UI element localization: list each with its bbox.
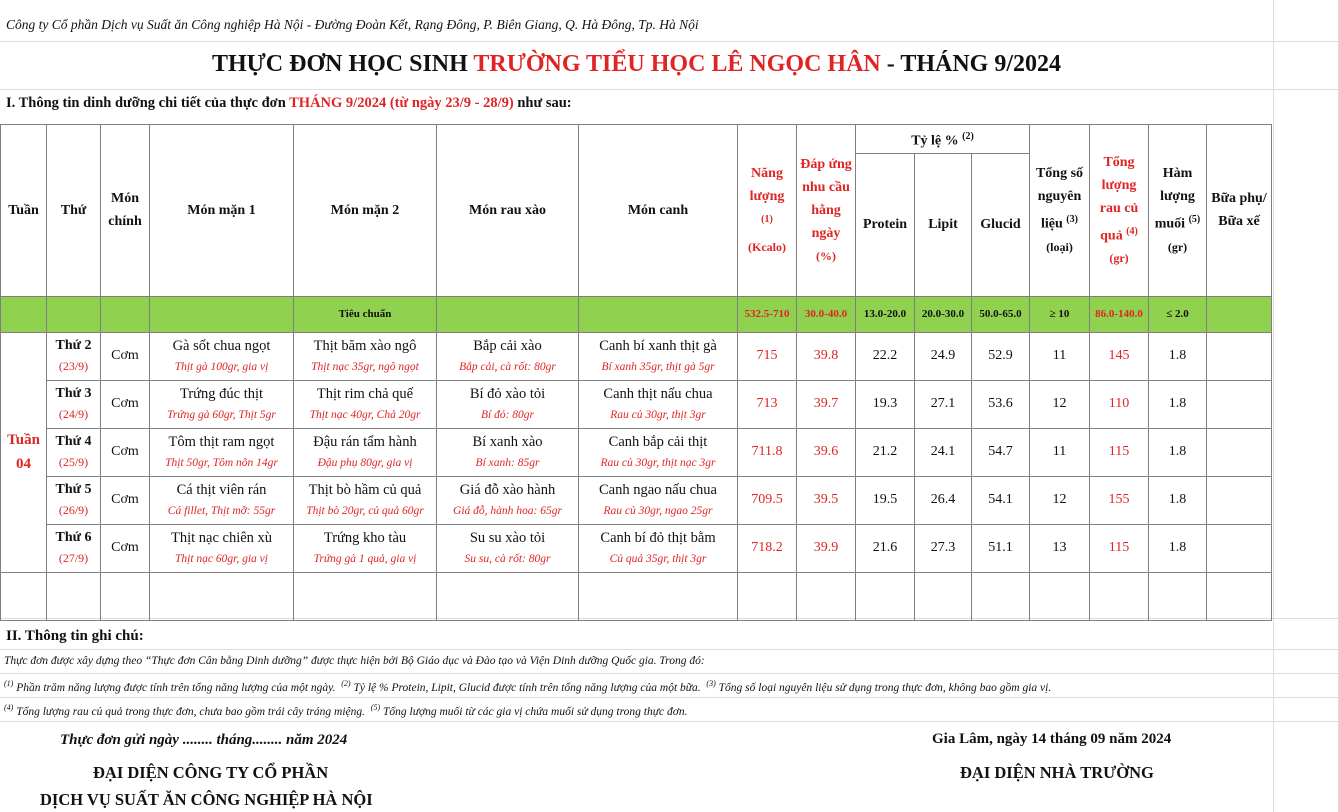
standard-energy: 532.5-710	[738, 296, 797, 332]
savory2-name: Trứng kho tàu	[323, 530, 407, 547]
veg-cell	[437, 524, 579, 572]
company-representative-line-1: ĐẠI DIỆN CÔNG TY CỔ PHẦN	[93, 763, 329, 782]
energy-value: 713	[738, 380, 797, 428]
note-1-mark: (1)	[4, 679, 14, 688]
note-1: Phần trăm năng lượng được tính trên tổng năng lượng của một ngày.	[13, 681, 336, 694]
savory1-name: Gà sốt chua ngọt	[172, 338, 271, 355]
note-5-mark: (5)	[370, 703, 381, 712]
savory1-detail: Cá fillet, Thịt mỡ: 55gr	[167, 505, 276, 518]
day-name: Thứ 6	[55, 530, 92, 546]
header-savory1: Món mặn 1	[150, 125, 294, 297]
grid-line	[0, 697, 1339, 698]
grid-line	[0, 649, 1339, 650]
grid-line	[1273, 0, 1274, 812]
header-energy	[738, 125, 797, 297]
header-snack: Bữa phụ/ Bữa xế	[1207, 125, 1272, 297]
fruit-value: 115	[1090, 428, 1149, 476]
need-value: 39.7	[797, 380, 856, 428]
soup-cell	[579, 428, 738, 476]
protein-value: 19.3	[856, 380, 915, 428]
salt-value: 1.8	[1149, 476, 1207, 524]
main-dish: Cơm	[101, 524, 150, 572]
snack-value	[1207, 332, 1272, 380]
table-row	[1, 380, 1272, 428]
savory2-detail: Thịt nạc 35gr, ngô ngọt	[311, 361, 419, 374]
glucid-value: 51.1	[972, 524, 1030, 572]
header-need	[797, 125, 856, 297]
day-cell	[47, 380, 101, 428]
day-cell	[47, 428, 101, 476]
header-ratio	[856, 125, 1030, 154]
salt-note: (5)	[1188, 214, 1201, 225]
energy-value: 715	[738, 332, 797, 380]
soup-detail: Rau củ 30gr, thịt 3gr	[610, 409, 706, 422]
header-ingredients	[1030, 125, 1090, 297]
soup-cell	[579, 332, 738, 380]
fruit-unit: (gr)	[1109, 251, 1129, 266]
savory1-cell	[150, 476, 294, 524]
ingredients-value: 12	[1030, 380, 1090, 428]
savory2-detail: Đậu phụ 80gr, gia vị	[317, 457, 413, 470]
ingredients-value: 11	[1030, 332, 1090, 380]
note-line-2	[4, 703, 687, 718]
header-week: Tuần	[1, 125, 47, 297]
title-school: TRƯỜNG TIỂU HỌC LÊ NGỌC HÂN	[473, 51, 881, 77]
day-cell	[47, 332, 101, 380]
lipit-value: 24.1	[915, 428, 972, 476]
title-suffix: - THÁNG 9/2024	[880, 51, 1061, 77]
savory1-detail: Thịt nạc 60gr, gia vị	[175, 553, 268, 566]
veg-cell	[437, 332, 579, 380]
note-line-1	[4, 679, 1051, 694]
section1-prefix: I. Thông tin dinh dưỡng chi tiết của thực đơn	[6, 95, 290, 111]
header-day: Thứ	[47, 125, 101, 297]
main-dish: Cơm	[101, 332, 150, 380]
soup-name: Canh ngao nấu chua	[599, 482, 717, 499]
savory1-cell	[150, 524, 294, 572]
energy-value: 711.8	[738, 428, 797, 476]
savory2-name: Thịt bò hầm củ quả	[308, 482, 422, 499]
soup-name: Canh bắp cải thịt	[608, 434, 708, 451]
page-title	[0, 51, 1273, 78]
note-3: Tổng số loại nguyên liệu sử dụng trong thực đơn, không bao gồm gia vị.	[715, 681, 1052, 694]
veg-detail: Giá đỗ, hành hoa: 65gr	[453, 505, 562, 518]
day-name: Thứ 2	[55, 338, 92, 354]
lipit-value: 27.3	[915, 524, 972, 572]
energy-value: 709.5	[738, 476, 797, 524]
table-row-empty	[1, 572, 1272, 620]
savory2-detail: Trứng gà 1 quả, gia vị	[313, 553, 417, 566]
salt-unit: (gr)	[1167, 239, 1188, 254]
standard-salt: ≤ 2.0	[1149, 296, 1207, 332]
soup-cell	[579, 380, 738, 428]
standard-glucid: 50.0-65.0	[972, 296, 1030, 332]
title-prefix: THỰC ĐƠN HỌC SINH	[212, 51, 474, 77]
savory1-name: Cá thịt viên rán	[176, 482, 267, 499]
section-heading-notes: II. Thông tin ghi chú:	[6, 628, 144, 644]
company-address: Công ty Cổ phần Dịch vụ Suất ăn Công nghiệp Hà Nội - Đường Đoàn Kết, Rạng Đông, P. Biên Giang, Q. Hà Đông, Tp. Hà Nội	[6, 17, 699, 32]
savory2-detail: Thịt bò 20gr, củ quả 60gr	[306, 505, 424, 518]
fruit-value: 110	[1090, 380, 1149, 428]
ingredients-value: 12	[1030, 476, 1090, 524]
header-savory2: Món mặn 2	[294, 125, 437, 297]
soup-detail: Bí xanh 35gr, thịt gà 5gr	[601, 361, 715, 374]
savory2-cell	[294, 476, 437, 524]
standard-row	[1, 296, 1272, 332]
salt-value: 1.8	[1149, 524, 1207, 572]
grid-line	[0, 89, 1339, 90]
fruit-value: 145	[1090, 332, 1149, 380]
standard-fruit: 86.0-140.0	[1090, 296, 1149, 332]
note-2-mark: (2)	[341, 679, 351, 688]
glucid-value: 54.7	[972, 428, 1030, 476]
table-row	[1, 524, 1272, 572]
note-3-mark: (3)	[706, 679, 716, 688]
day-name: Thứ 4	[55, 434, 92, 450]
need-value: 39.8	[797, 332, 856, 380]
header-fruit	[1090, 125, 1149, 297]
day-date: (24/9)	[58, 407, 89, 422]
need-value: 39.5	[797, 476, 856, 524]
glucid-value: 54.1	[972, 476, 1030, 524]
savory1-cell	[150, 428, 294, 476]
need-value: 39.9	[797, 524, 856, 572]
standard-lipit: 20.0-30.0	[915, 296, 972, 332]
day-cell	[47, 476, 101, 524]
protein-value: 19.5	[856, 476, 915, 524]
soup-name: Canh thịt nấu chua	[603, 386, 713, 403]
veg-cell	[437, 476, 579, 524]
glucid-value: 52.9	[972, 332, 1030, 380]
sign-date: Gia Lâm, ngày 14 tháng 09 năm 2024	[932, 731, 1172, 747]
snack-value	[1207, 476, 1272, 524]
note-4-mark: (4)	[4, 703, 14, 712]
soup-detail: Rau củ 30gr, ngao 25gr	[603, 505, 713, 518]
energy-value: 718.2	[738, 524, 797, 572]
soup-detail: Rau củ 30gr, thịt nạc 3gr	[600, 457, 716, 470]
savory2-cell	[294, 428, 437, 476]
savory1-name: Tôm thịt ram ngọt	[168, 434, 275, 451]
salt-value: 1.8	[1149, 380, 1207, 428]
veg-detail: Bắp cải, cà rốt: 80gr	[459, 361, 556, 374]
section1-period: THÁNG 9/2024 (từ ngày 23/9 - 28/9)	[289, 95, 514, 111]
veg-name: Su su xào tỏi	[469, 530, 546, 547]
grid-line	[0, 41, 1339, 42]
need-label: Đáp ứng nhu cầu hằng ngày	[800, 156, 852, 241]
veg-detail: Su su, cà rốt: 80gr	[464, 553, 551, 566]
standard-need: 30.0-40.0	[797, 296, 856, 332]
header-salt	[1149, 125, 1207, 297]
section-heading-nutrition	[6, 95, 572, 112]
veg-cell	[437, 380, 579, 428]
note-5: Tổng lượng muối từ các gia vị chứa muối sử dụng trong thực đơn.	[380, 705, 688, 718]
header-protein: Protein	[856, 153, 915, 296]
veg-cell	[437, 428, 579, 476]
soup-name: Canh bí đỏ thịt bằm	[600, 530, 716, 547]
savory1-detail: Trứng gà 60gr, Thịt 5gr	[167, 409, 276, 422]
protein-value: 21.2	[856, 428, 915, 476]
day-date: (26/9)	[58, 503, 89, 518]
veg-name: Bí xanh xào	[472, 434, 543, 451]
salt-value: 1.8	[1149, 332, 1207, 380]
main-dish: Cơm	[101, 428, 150, 476]
savory2-cell	[294, 380, 437, 428]
school-representative: ĐẠI DIỆN NHÀ TRƯỜNG	[960, 763, 1154, 782]
snack-value	[1207, 428, 1272, 476]
header-glucid: Glucid	[972, 153, 1030, 296]
glucid-value: 53.6	[972, 380, 1030, 428]
grid-line	[0, 673, 1339, 674]
header-veg: Món rau xào	[437, 125, 579, 297]
savory2-cell	[294, 524, 437, 572]
day-date: (25/9)	[58, 455, 89, 470]
veg-detail: Bí xanh: 85gr	[475, 457, 540, 470]
standard-protein: 13.0-20.0	[856, 296, 915, 332]
ingredients-unit: (loại)	[1046, 239, 1073, 254]
main-dish: Cơm	[101, 380, 150, 428]
grid-line	[0, 721, 1339, 722]
week-label: Tuần 04	[1, 332, 47, 572]
soup-cell	[579, 476, 738, 524]
table-row	[1, 428, 1272, 476]
day-cell	[47, 524, 101, 572]
need-unit: (%)	[816, 248, 836, 263]
standard-label: Tiêu chuẩn	[294, 296, 437, 332]
soup-detail: Củ quả 35gr, thịt 3gr	[609, 553, 707, 566]
savory1-detail: Thịt 50gr, Tôm nõn 14gr	[165, 457, 278, 470]
lipit-value: 24.9	[915, 332, 972, 380]
energy-note: (1)	[761, 214, 773, 225]
day-name: Thứ 5	[55, 482, 92, 498]
ratio-note: (2)	[962, 131, 974, 142]
savory2-name: Đậu rán tẩm hành	[313, 434, 417, 451]
day-name: Thứ 3	[55, 386, 92, 402]
ingredients-note: (3)	[1066, 214, 1078, 225]
section1-suffix: như sau:	[513, 95, 572, 111]
standard-ingredients: ≥ 10	[1030, 296, 1090, 332]
table-row	[1, 476, 1272, 524]
savory2-name: Thịt băm xào ngô	[313, 338, 417, 355]
note-intro: Thực đơn được xây dựng theo “Thực đơn Cân bằng Dinh dưỡng” được thực hiện bởi Bộ Giáo dục và Đào tạo và Viện Dinh dưỡng Quốc gia. Trong đó:	[4, 655, 705, 667]
header-lipit: Lipit	[915, 153, 972, 296]
fruit-label: Tổng lượng rau củ quả	[1099, 154, 1139, 244]
day-date: (23/9)	[58, 359, 89, 374]
veg-name: Giá đỗ xào hành	[459, 482, 556, 499]
savory2-detail: Thịt nạc 40gr, Chả 20gr	[309, 409, 421, 422]
ratio-label: Tỷ lệ %	[911, 133, 959, 149]
company-representative-line-2: DỊCH VỤ SUẤT ĂN CÔNG NGHIỆP HÀ NỘI	[40, 790, 373, 809]
protein-value: 22.2	[856, 332, 915, 380]
ingredients-value: 13	[1030, 524, 1090, 572]
salt-value: 1.8	[1149, 428, 1207, 476]
menu-table	[0, 124, 1272, 621]
ingredients-label: Tổng số nguyên liệu	[1035, 166, 1084, 232]
veg-name: Bắp cải xào	[473, 338, 542, 355]
energy-unit: (Kcalo)	[748, 239, 786, 254]
soup-cell	[579, 524, 738, 572]
savory1-name: Thịt nạc chiên xù	[170, 530, 273, 547]
savory1-cell	[150, 380, 294, 428]
fruit-value: 115	[1090, 524, 1149, 572]
fruit-value: 155	[1090, 476, 1149, 524]
salt-label: Hàm lượng muối	[1154, 166, 1195, 232]
veg-name: Bí đỏ xào tỏi	[469, 386, 546, 403]
need-value: 39.6	[797, 428, 856, 476]
ingredients-value: 11	[1030, 428, 1090, 476]
table-row	[1, 332, 1272, 380]
savory2-name: Thịt rim chả quế	[316, 386, 414, 403]
savory1-name: Trứng đúc thịt	[179, 386, 264, 403]
sent-date: Thực đơn gửi ngày ........ tháng........ năm 2024	[60, 732, 348, 748]
day-date: (27/9)	[58, 551, 89, 566]
lipit-value: 27.1	[915, 380, 972, 428]
soup-name: Canh bí xanh thịt gà	[599, 338, 717, 355]
lipit-value: 26.4	[915, 476, 972, 524]
snack-value	[1207, 380, 1272, 428]
header-main: Món chính	[101, 125, 150, 297]
main-dish: Cơm	[101, 476, 150, 524]
header-soup: Món canh	[579, 125, 738, 297]
savory2-cell	[294, 332, 437, 380]
veg-detail: Bí đỏ: 80gr	[480, 409, 535, 422]
savory1-detail: Thịt gà 100gr, gia vị	[174, 361, 269, 374]
snack-value	[1207, 524, 1272, 572]
fruit-note: (4)	[1126, 225, 1138, 237]
protein-value: 21.6	[856, 524, 915, 572]
note-2: Tỷ lệ % Protein, Lipit, Glucid được tính trên tổng năng lượng của một bữa.	[350, 681, 701, 694]
savory1-cell	[150, 332, 294, 380]
note-4: Tổng lượng rau củ quả trong thực đơn, chưa bao gồm trái cây tráng miệng.	[13, 705, 366, 718]
energy-label: Năng lượng	[749, 166, 785, 204]
